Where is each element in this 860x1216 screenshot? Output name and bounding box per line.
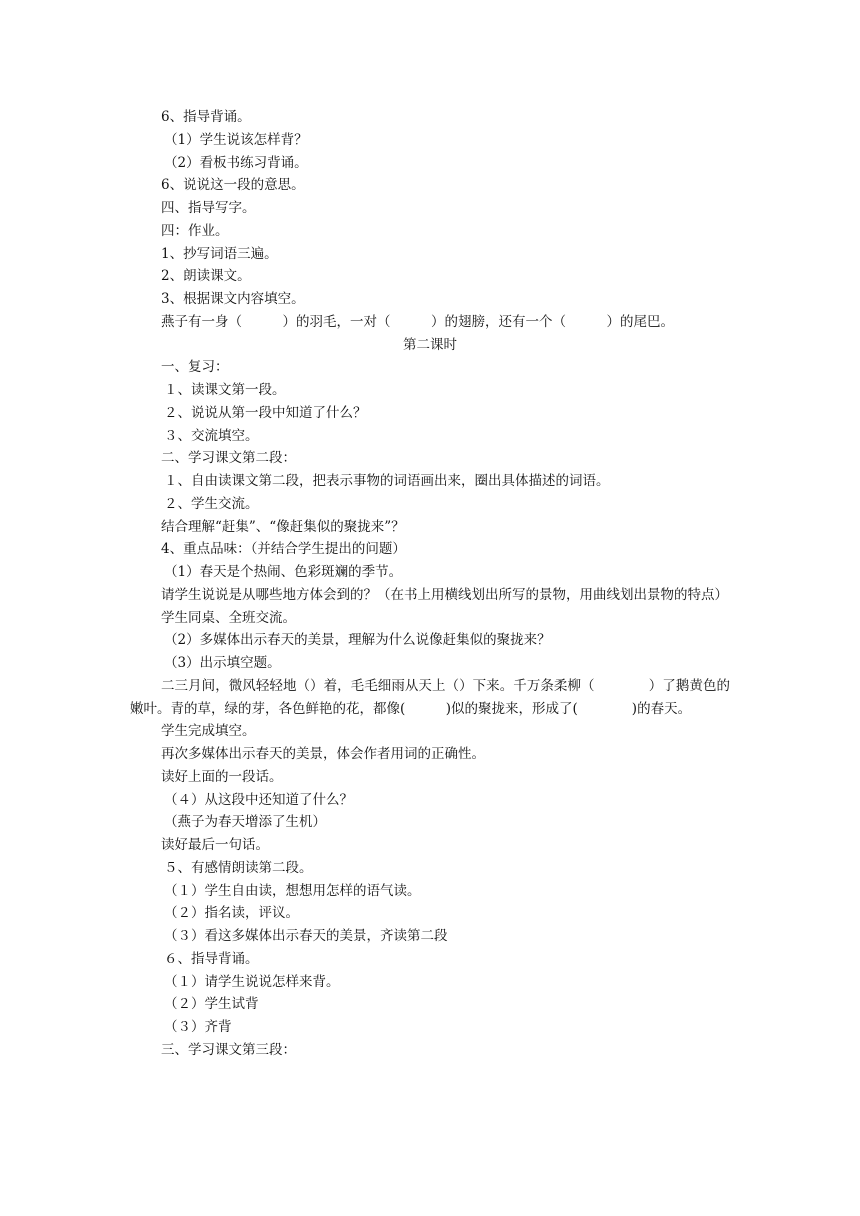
text-line: （２）学生试背 [164, 996, 259, 1013]
text-line: 4、重点品味：（并结合学生提出的问题） [161, 541, 406, 558]
text-line: （４）从这段中还知道了什么？ [164, 791, 353, 808]
text-line: （2）看板书练习背诵。 [164, 154, 308, 171]
text-line: （燕子为春天增添了生机） [164, 814, 326, 831]
text-line: ２、说说从第一段中知道了什么？ [164, 404, 367, 421]
text-line: ６、指导背诵。 [164, 950, 259, 967]
text-line: 学生完成填空。 [161, 723, 256, 740]
text-line: 学生同桌、全班交流。 [161, 609, 296, 626]
text-line: （3）出示填空题。 [164, 655, 281, 671]
text-line: （1）春天是个热闹、色彩斑斓的季节。 [164, 564, 403, 580]
text-line: 1、抄写词语三遍。 [161, 245, 278, 262]
text-line: 2、朗读课文。 [161, 268, 251, 285]
text-paragraph: 二三月间，微风轻轻地（）着，毛毛细雨从天上（）下来。千万条柔柳（ ）了鹅黄色的嫩叶。青的草，绿的芽，各色鲜艳的花，都像( )似的聚拢来，形成了( )的春天。 [130, 677, 730, 717]
text-line: １、读课文第一段。 [164, 382, 286, 398]
text-line: （１）学生自由读，想想用怎样的语气读。 [164, 882, 421, 899]
text-line: ３、交流填空。 [164, 427, 259, 444]
text-line: 一、复习： [161, 359, 229, 376]
text-line: （３）齐背 [164, 1019, 232, 1035]
text-line: （１）请学生说说怎样来背。 [164, 973, 340, 990]
document-body [130, 106, 730, 1062]
text-line: 三、学习课文第三段： [161, 1041, 296, 1058]
text-line: 3、根据课文内容填空。 [161, 291, 305, 307]
text-line: 读好最后一句话。 [161, 837, 269, 853]
text-line: １、自由读课文第二段，把表示事物的词语画出来，圈出具体描述的词语。 [164, 473, 610, 489]
text-line: ２、学生交流。 [164, 495, 259, 512]
text-line: 二、学习课文第二段： [161, 450, 296, 467]
text-line: 6、指导背诵。 [161, 109, 251, 125]
text-line: （３）看这多媒体出示春天的美景，齐读第二段 [164, 928, 448, 944]
text-line: 结合理解“赶集”、“像赶集似的聚拢来”？ [161, 518, 405, 535]
text-line: 四、指导写字。 [161, 200, 256, 216]
text-line: 四：作业。 [161, 222, 229, 239]
text-line: 读好上面的一段话。 [161, 768, 283, 785]
text-line: 燕子有一身（ ）的羽毛，一对（ ）的翅膀，还有一个（ ）的尾巴。 [161, 313, 674, 330]
text-line: （２）指名读，评议。 [164, 905, 299, 922]
text-line: ５、有感情朗读第二段。 [164, 859, 313, 876]
text-line: （1）学生说该怎样背？ [164, 131, 308, 148]
text-line: （2）多媒体出示春天的美景，理解为什么说像赶集似的聚拢来？ [164, 632, 551, 649]
text-line: 6、说说这一段的意思。 [161, 177, 305, 194]
text-line: 再次多媒体出示春天的美景，体会作者用词的正确性。 [161, 746, 485, 762]
section-heading: 第二课时 [403, 336, 457, 353]
text-paragraph: 请学生说说是从哪些地方体会到的？（在书上用横线划出所写的景物，用曲线划出景物的特点） [161, 586, 728, 603]
